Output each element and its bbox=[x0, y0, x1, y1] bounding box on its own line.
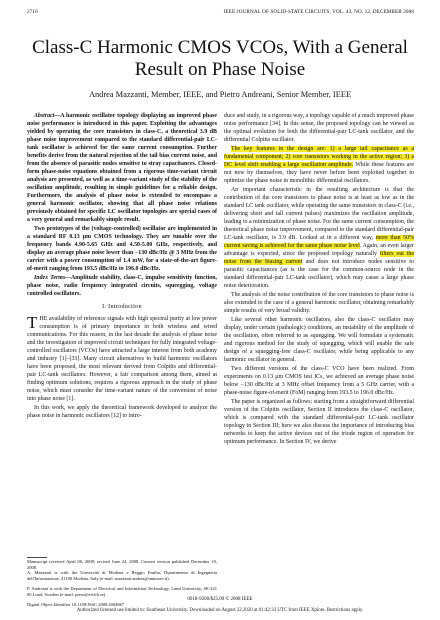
intro-paragraph-2: In this work, we apply the theoretical framework developed to analyze the phase noise in harmonic oscillators [12] to intro- bbox=[27, 405, 217, 419]
body-text-3e: and does not introduce nodes sensitive to parasitic capacitances (as is the case for the common-source node in the standard differential-pair LC-tank oscillator), which may cause a large phase noise deterioration. bbox=[224, 259, 414, 289]
highlighted-filters-noise: filters out the noise from the biasing current bbox=[224, 251, 414, 265]
footnote-author-1: A. Mazzanti is with the Università di Modena e Reggio Emilia, Dipartimento di Ingegneria dell'Informazione, 41100 Modena, Italy (e-mail: mazzanti.andrea@unimore.it). bbox=[27, 570, 217, 581]
body-paragraph-2 bbox=[224, 145, 414, 185]
index-terms bbox=[27, 274, 217, 298]
body-text-3c: . Again, an even larger advantage is expected, since the proposed topology naturally bbox=[224, 243, 414, 257]
footnote-author-2: P. Andreani is with the Department of Electrical and Information Technology, Lund University, SE-221 00 Lund, Sweden (e-mail: piero@eit.lth.se) bbox=[27, 586, 217, 597]
license-notice: Authorized licensed use limited to: Southeast University. Downloaded on August 22,2020 at 01:42:33 UTC from IEEE Xplore. Restrictions apply. bbox=[76, 608, 364, 613]
page-number: 2716 bbox=[27, 9, 38, 15]
abstract-label: Abstract— bbox=[34, 113, 61, 119]
intro-paragraph-1 bbox=[27, 315, 217, 403]
footnote-doi: Digital Object Identifier 10.1109/JSSC.2008.2004867 bbox=[27, 602, 125, 607]
right-column bbox=[224, 112, 414, 447]
intro-text-1: HE availability of reference signals with high spectral purity at low power consumption is of primary importance in both wireless and wired communications. For this reason, in the last decade the analysis of phase noise and the investigation of improved circuit techniques for fully integrated voltage-controlled oscillators (VCOs) have attracted a large interest from both academy and industry [1]–[33]. Many circuit alternatives to build harmonic oscillators have been proposed, the most relevant derived from Colpitts and differential-pair LC-tank oscillators. However, a fair comparison among them, aimed at finding optimum solutions, requires a rigorous approach in the study of phase noise, which must consider the time-variant nature of the conversion of noise into phase noise [1]. bbox=[27, 316, 217, 402]
body-paragraph-6: Two different versions of the class-C VCO have been realized. From experiments on 0.13 μm CMOS test ICs, we achieved an average phase noise below −130 dBc/Hz at 3 MHz offset frequency from a 5 GHz carrier, with a phase-noise figure-of-merit (FoM) ranging from 193.5 to 196.0 dBc/Hz. bbox=[224, 366, 414, 396]
abstract-text: A harmonic oscillator topology displaying an improved phase noise performance is introduced in this paper. Exploiting the advantages yielded by operating the core transistors in class-C, a theoretical 3.9 dB phase noise improvement compared to the standard differential-pair LC-tank oscillator is achieved for the same current consumption. Further benefits derive from the natural rejection of the tail bias current noise, and from the absence of parasitic nodes sensitive to stray capacitances. Closed-form phase-noise equations obtained from a rigorous time-variant circuit analysis are presented, as well as a time-variant study of the stability of the oscillation amplitude, resulting in simple guidelines for a reliable design. Furthermore, the analysis of phase noise is extended to encompass a general harmonic oscillator, showing that all phase noise relations previously obtained for specific LC oscillator topologies are special cases of a very general and remarkably simple result. bbox=[27, 113, 217, 223]
drop-cap: T bbox=[27, 313, 38, 332]
body-text-2: While these features are not new by themselves, they have never before been exploited together to optimize the phase noise in monolithic differential oscillators. bbox=[224, 162, 414, 184]
section-heading: I. Introduction bbox=[102, 304, 142, 310]
highlighted-current-saving: more than 50% current saving is achieved for the same phase noise level bbox=[224, 235, 414, 249]
highlighted-key-features: The key features in the design are: 1) a large tail capacitance as a fundamental component; 2) core transistors working in the active region; 3) a DC level shift enabling a large oscillation amplitude. bbox=[224, 146, 414, 168]
body-paragraph-3 bbox=[224, 186, 414, 290]
footnote-manuscript: Manuscript received April 08, 2008; revised June 24, 2008. Current version published December 10, 2008. bbox=[27, 559, 217, 570]
body-paragraph-7: The paper is organized as follows: starting from a straightforward differential version of the Colpitts oscillator, Section II introduces the class-C oscillator, which is compared with the standard differential-pair LC-tank oscillator topology in Section III; here we also discuss the importance of introducing bias networks to keep the active devices out of the triode region of operation for optimum performance. In Section IV, we derive bbox=[224, 399, 414, 445]
footnote-divider bbox=[27, 557, 47, 558]
abstract-paragraph-2: Two prototypes of the (voltage-controlled) oscillator are implemented in a standard RF 0.13 μm CMOS technology. They are tunable over the frequency bands 4.90-5.65 GHz and 4.50-5.00 GHz, respectively, and display an average phase noise lower than −130 dBc/Hz @ 3 MHz from the carrier with a power consumption of 1.4 mW, for a state-of-the-art figure-of-merit ranging from 193.5 dBc/Hz to 196.0 dBc/Hz. bbox=[27, 226, 217, 272]
journal-header: IEEE JOURNAL OF SOLID-STATE CIRCUITS, VOL. 43, NO. 12, DECEMBER 2008 bbox=[223, 9, 414, 15]
left-column bbox=[27, 112, 217, 421]
body-paragraph-1: duce and study, in a rigorous way, a topology capable of a much improved phase noise performance [34]. In this sense, the proposed topology can be viewed as the optimal evolution for both the differential-pair LC-tank oscillator, and the differential Colpitts oscillator. bbox=[224, 113, 414, 143]
copyright-code: 0018-9200/$25.00 © 2008 IEEE bbox=[187, 597, 253, 602]
index-terms-text: Amplitude stability, class-C, impulse sensitivity function, phase noise, radio frequency integrated circuits, squeegging, voltage controlled oscillators. bbox=[27, 275, 217, 297]
body-text-3a: An important characteristic in the resulting architecture is that the contribution of the core transistors to phase noise is at least as low as in the standard LC tank oscillator, while operating the same transistors in class-C (i.e., delivering short and tall current pulses) maximizes the oscillation amplitude, leading to a minimization of phase noise. For the same current consumption, the theoretical phase noise improvement, compared to the standard differential-pair LC-tank oscillator, is 3.9 dB. Looked at in a different way, bbox=[224, 187, 414, 241]
index-terms-label: Index Terms— bbox=[34, 275, 71, 281]
body-paragraph-5: Like several other harmonic oscillators, also the class-C oscillator may display, under certain (pathologic) conditions, an instability of the amplitude of the oscillation, often referred to as squegging. We will formulate a systematic and rigorous method for the study of squegging, which will enable the safe design of a squegging-free class-C oscillator, while being applicable to any harmonic oscillator in general. bbox=[224, 317, 414, 363]
author-line: Andrea Mazzanti, Member, IEEE, and Pietro Andreani, Senior Member, IEEE bbox=[88, 90, 352, 99]
paper-title: Class-C Harmonic CMOS VCOs, With a General Result on Phase Noise bbox=[32, 37, 408, 80]
body-paragraph-4: The analysis of the noise contribution of the core transistors to phase noise is also extended to the case of a general harmonic oscillator, obtaining remarkably simple results of very broad validity. bbox=[224, 292, 414, 314]
abstract-paragraph bbox=[27, 112, 217, 224]
